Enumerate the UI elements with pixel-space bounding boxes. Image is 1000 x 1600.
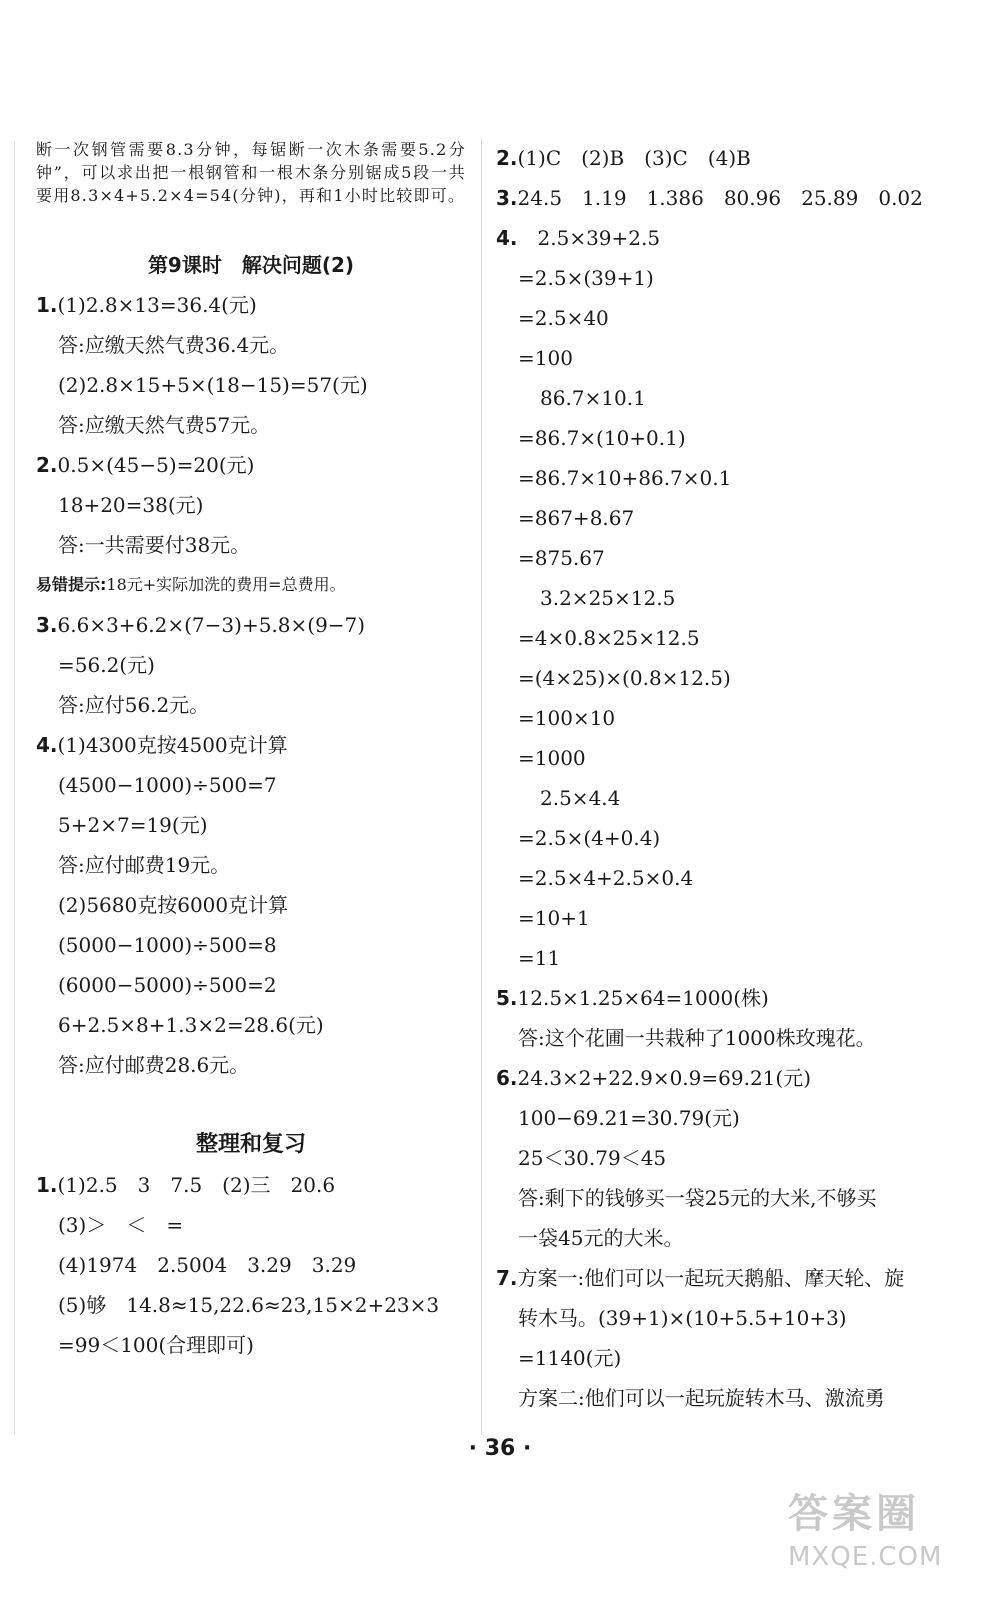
answer-line <box>36 925 466 965</box>
answer-line <box>36 885 466 925</box>
answer-line <box>496 1178 946 1218</box>
answer-text: (1)2.5 3 7.5 (2)三 20.6 <box>57 1173 336 1197</box>
answer-line <box>36 1005 466 1045</box>
answer-text: 86.7×10.1 <box>540 386 646 410</box>
answer-text: =1000 <box>518 746 586 770</box>
answer-text: 6+2.5×8+1.3×2=28.6(元) <box>58 1013 324 1037</box>
question-number: 3. <box>36 613 58 637</box>
column-divider <box>481 140 482 1435</box>
answer-line <box>36 805 466 845</box>
answer-line <box>496 658 946 698</box>
question-number: 7. <box>496 1266 518 1290</box>
answer-text: 答:一共需要付38元。 <box>58 533 251 557</box>
answer-line <box>496 1378 946 1418</box>
error-tip-label: 易错提示: <box>36 575 107 594</box>
right-answer-list <box>496 138 946 1418</box>
answer-text: =2.5×40 <box>518 306 609 330</box>
answer-line <box>496 298 946 338</box>
answer-text: 转木马。(39+1)×(10+5.5+10+3) <box>518 1306 847 1330</box>
answer-line <box>36 365 466 405</box>
answer-text: =11 <box>518 946 561 970</box>
answer-line <box>496 258 946 298</box>
answer-line <box>36 725 466 765</box>
answer-text: =867+8.67 <box>518 506 635 530</box>
lesson-title: 第9课时 解决问题(2) <box>147 253 355 277</box>
answer-line <box>36 605 466 645</box>
answer-line <box>496 1258 946 1298</box>
answer-line <box>496 1058 946 1098</box>
answer-text: 2.5×39+2.5 <box>517 226 661 250</box>
answer-text: 答:应缴天然气费36.4元。 <box>58 333 290 357</box>
answer-line <box>36 565 466 605</box>
answer-text: 答:应缴天然气费57元。 <box>58 413 271 437</box>
answer-line <box>496 538 946 578</box>
answer-line <box>36 845 466 885</box>
answer-line <box>36 405 466 445</box>
answer-text: =86.7×(10+0.1) <box>518 426 686 450</box>
answer-line <box>36 445 466 485</box>
answer-line <box>36 645 466 685</box>
answer-text: 2.5×4.4 <box>540 786 621 810</box>
question-number: 3. <box>496 186 518 210</box>
answer-text: 6.6×3+6.2×(7−3)+5.8×(9−7) <box>57 613 366 637</box>
answer-text: (4)1974 2.5004 3.29 3.29 <box>58 1253 357 1277</box>
answer-line <box>496 818 946 858</box>
answer-line <box>496 578 946 618</box>
answer-text: 100−69.21=30.79(元) <box>518 1106 740 1130</box>
answer-line <box>36 1205 466 1245</box>
intro-paragraph <box>36 138 466 207</box>
question-number: 5. <box>496 986 518 1010</box>
answer-text: =2.5×4+2.5×0.4 <box>518 866 694 890</box>
question-number: 4. <box>496 226 518 250</box>
answer-text: (2)5680克按6000克计算 <box>58 893 289 917</box>
answer-line <box>36 485 466 525</box>
answer-text: =10+1 <box>518 906 590 930</box>
answer-line <box>496 1218 946 1258</box>
answer-line <box>36 965 466 1005</box>
answer-text: (6000−5000)÷500=2 <box>58 973 277 997</box>
watermark-text: 答案圈 <box>788 1491 920 1537</box>
watermark-url: MXQE.COM <box>788 1542 943 1572</box>
left-answer-list <box>36 285 466 1085</box>
answer-line <box>496 1018 946 1058</box>
answer-line <box>36 1165 466 1205</box>
answer-text: 18元+实际加洗的费用=总费用。 <box>106 575 346 594</box>
watermark-logo <box>788 1488 978 1588</box>
answer-line <box>496 1338 946 1378</box>
answer-line <box>36 765 466 805</box>
answer-text: =100 <box>518 346 573 370</box>
answer-line <box>496 378 946 418</box>
answer-line <box>36 525 466 565</box>
answer-text: (2)2.8×15+5×(18−15)=57(元) <box>58 373 368 397</box>
answer-text: =(4×25)×(0.8×12.5) <box>518 666 731 690</box>
answer-line <box>496 498 946 538</box>
left-margin-rule <box>14 140 15 1435</box>
answer-text: =86.7×10+86.7×0.1 <box>518 466 732 490</box>
answer-line <box>36 285 466 325</box>
answer-text: (4500−1000)÷500=7 <box>58 773 277 797</box>
answer-text: 0.5×(45−5)=20(元) <box>57 453 255 477</box>
answer-line <box>496 738 946 778</box>
answer-text: =2.5×(4+0.4) <box>518 826 661 850</box>
answer-text: 答:应付邮费19元。 <box>58 853 231 877</box>
answer-text: 答:应付56.2元。 <box>58 693 210 717</box>
answer-line <box>36 1245 466 1285</box>
answer-text: 3.2×25×12.5 <box>540 586 676 610</box>
answer-line <box>496 938 946 978</box>
answer-text: (5000−1000)÷500=8 <box>58 933 277 957</box>
answer-text: 18+20=38(元) <box>58 493 204 517</box>
answer-line <box>496 858 946 898</box>
answer-text: =100×10 <box>518 706 616 730</box>
answer-text: =56.2(元) <box>58 653 155 677</box>
answer-text: 方案二:他们可以一起玩旋转木马、激流勇 <box>518 1386 885 1410</box>
question-number: 2. <box>496 146 518 170</box>
answer-text: =99＜100(合理即可) <box>58 1333 254 1357</box>
answer-text: 5+2×7=19(元) <box>58 813 208 837</box>
answer-line <box>496 978 946 1018</box>
answer-line <box>36 325 466 365</box>
answer-text: 方案一:他们可以一起玩天鹅船、摩天轮、旋 <box>517 1266 905 1290</box>
answer-text: (5)够 14.8≈15,22.6≈23,15×2+23×3 <box>58 1293 440 1317</box>
answer-line <box>36 685 466 725</box>
answer-text: 24.5 1.19 1.386 80.96 25.89 0.02 <box>517 186 923 210</box>
question-number: 4. <box>36 733 58 757</box>
answer-line <box>496 898 946 938</box>
answer-line <box>496 218 946 258</box>
answer-text: 25＜30.79＜45 <box>518 1146 667 1170</box>
right-column <box>496 138 946 1418</box>
answer-line <box>496 698 946 738</box>
answer-line <box>496 138 946 178</box>
question-number: 2. <box>36 453 58 477</box>
answer-line <box>496 418 946 458</box>
question-number: 1. <box>36 1173 58 1197</box>
answer-text: 24.3×2+22.9×0.9=69.21(元) <box>517 1066 812 1090</box>
answer-text: =1140(元) <box>518 1346 622 1370</box>
answer-line <box>496 778 946 818</box>
answer-line <box>496 1298 946 1338</box>
answer-text: =875.67 <box>518 546 605 570</box>
answer-line <box>496 178 946 218</box>
answer-text: 答:应付邮费28.6元。 <box>58 1053 250 1077</box>
answer-line <box>36 1325 466 1365</box>
answer-text: 12.5×1.25×64=1000(株) <box>517 986 769 1010</box>
answer-text: (1)2.8×13=36.4(元) <box>57 293 257 317</box>
answer-text: 一袋45元的大米。 <box>518 1226 684 1250</box>
answer-text: (1)C (2)B (3)C (4)B <box>517 146 751 170</box>
intro-text: 断一次钢管需要8.3分钟，每锯断一次木条需要5.2分钟”，可以求出把一根钢管和一根木条分别锯成5段一共要用8.3×4+5.2×4=54(分钟)，再和1小时比较即可。 <box>36 140 466 205</box>
answer-text: 答:这个花圃一共栽种了1000株玫瑰花。 <box>518 1026 876 1050</box>
page-number: · 36 · <box>468 1436 532 1461</box>
question-number: 1. <box>36 293 58 317</box>
question-number: 6. <box>496 1066 518 1090</box>
answer-line <box>36 1285 466 1325</box>
answer-line <box>496 338 946 378</box>
answer-text: =4×0.8×25×12.5 <box>518 626 700 650</box>
answer-line <box>496 1138 946 1178</box>
review-title: 整理和复习 <box>195 1132 306 1157</box>
answer-line <box>496 618 946 658</box>
answer-text: (1)4300克按4500克计算 <box>57 733 288 757</box>
answer-line <box>36 1045 466 1085</box>
review-answer-list <box>36 1165 466 1365</box>
left-column <box>36 138 466 1365</box>
answer-text: =2.5×(39+1) <box>518 266 654 290</box>
answer-line <box>496 1098 946 1138</box>
answer-text: (3)＞ ＜ = <box>58 1213 184 1237</box>
answer-text: 答:剩下的钱够买一袋25元的大米,不够买 <box>518 1186 877 1210</box>
answer-line <box>496 458 946 498</box>
